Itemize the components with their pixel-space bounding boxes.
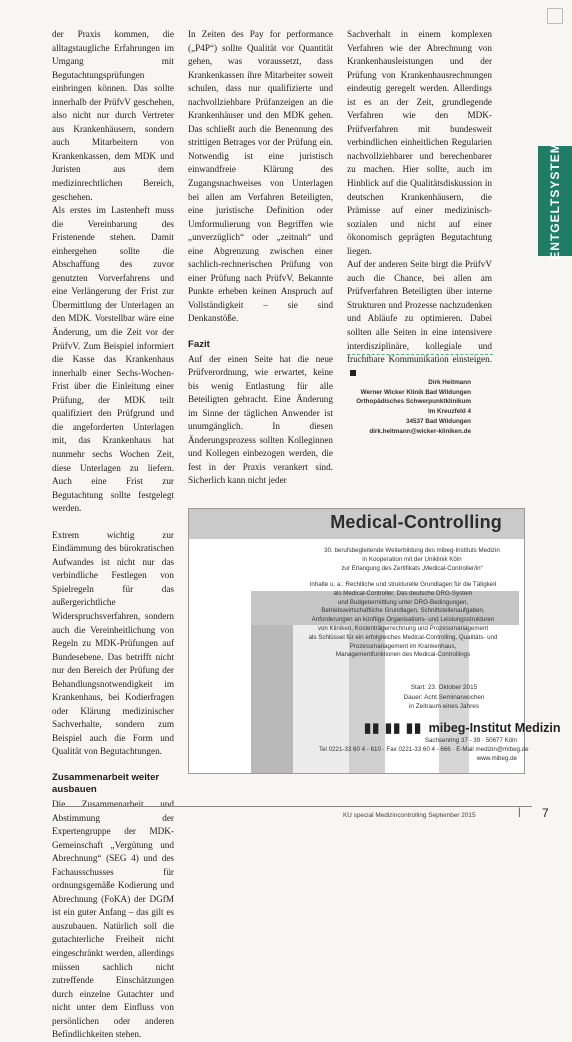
paragraph: Als erstes im Lastenheft muss die Vereinbarung des Fristenende stehen. Damit einhergehen sollte die Abschaffung des zuvor genutzten Vorverfahrens und eine Verlängerung der Frist zur Übermittlung der Unterlagen an den MDK. Vorstellbar wäre eine Änderung, um die Zeit vor der PrüfvV. Zum Beispiel informiert die Kasse das Krankenhaus innerhalb einer Sechs-Wochen-Frist über die Einleitung einer Prüfung, der MDK teilt qualifiziert den Prüfgrund und die angeforderten Unterlagen mit, das Krankenhaus hat nunmehr sechs Wochen Zeit, diese Unterlagen zu liefern. Auch eine Frist zur Begutachtung sollte festgelegt werden.: [52, 205, 174, 514]
ad-topic-line: Betriebswirtschaftliche Grundlagen, Schnittstellenaufgaben,: [321, 607, 485, 615]
ad-event-info: [374, 683, 514, 712]
author-affiliation: Orthopädisches Schwerpunktklinikum: [356, 398, 471, 406]
ad-duration: Dauer: Acht Seminarwochen: [403, 693, 485, 701]
footer-publication: KU special Medizincontrolling September 2015: [343, 812, 476, 819]
mibeg-logo: [364, 719, 561, 737]
ad-title: Medical-Controlling: [330, 512, 502, 532]
ad-website[interactable]: www.mibeg.de: [476, 754, 517, 762]
corner-crop-mark: [547, 8, 563, 24]
section-heading: Zusammenarbeit weiter ausbauen: [52, 771, 160, 796]
ad-subtitle-line: in Kooperation mit der Uniklinik Köln: [362, 556, 462, 563]
ad-topic-line: als Medical-Controller, Das deutsche DRG-System: [333, 589, 473, 597]
ad-start-date: Start: 23. Oktober 2015: [410, 684, 478, 691]
footer-rule: [52, 806, 532, 807]
paragraph-text: Auf der anderen Seite birgt die PrüfvV auch die Chance, bei allen am Prüfverfahren Beteiligten über interne Strukturen und Prozesse nachzudenken und Abläufe zu optimieren. Dabei sollten alle Seiten in eine intensivere interdisziplinäre, kollegiale und fruchtbare Kommunikation einsteigen.: [347, 259, 492, 365]
ad-contact: [319, 737, 529, 763]
author-affiliation: Werner Wicker Klinik Bad Wildungen: [360, 388, 471, 396]
paragraph: Sachverhalt in einem komplexen Verfahren wie der Abrechnung von Krankenhausleistungen und der Prüfung von Krankenhausrechnungen eindeutig geregelt werden. Allerdings ist es an der Zeit, grundlegende Verfahren wie den MDK-Prüfverfahren mit bundesweit verbindlichen einheitlichen Regularien nachvollziehbarer und berechenbarer zu machen. Hier sollte, auch im Hinblick auf die Qualitätsdiskussion in deutschen Krankenhäusern, die Prämisse auf einer medizinisch-sozialen und nicht auf einer ökonomisch geprägten Begutachtung liegen.: [347, 29, 492, 256]
ad-subtitle-line: zur Erlangung des Zertifikats „Medical-Controller/in“: [341, 565, 483, 572]
author-info: [347, 378, 471, 436]
ad-address: Sachsenring 37 - 39 · 50677 Köln: [424, 737, 517, 744]
ad-topic-line: als Schlüssel für ein erfolgreiches Medical-Controlling, Qualitäts- und: [308, 633, 498, 641]
advertisement-medical-controlling: [188, 508, 561, 774]
paragraph: Extrem wichtig zur Eindämmung des bürokratischen Aufwandes ist nicht nur das verbindliche Festlegen von Spielregeln für das außergerichtliche Widerspruchsverfahren, sondern auch die Vereinheitlichung von Regeln zu MDK-Prüfungen auf Bundesebene. Das betrifft nicht nur den Bereich der Prüfung der Behandlungsnotwendigkeit im Krankenhaus, bei Kodierfragen oder Klärung medizinischer Sachverhalte, sondern zum Beispiel auch die Form und Qualität von Begutachtungen.: [52, 529, 174, 757]
mibeg-logo-icon: ▮▮ ▮▮ ▮▮: [364, 720, 423, 735]
section-tab: [538, 142, 572, 260]
author-city: 34537 Bad Wildungen: [405, 417, 471, 425]
ad-subtitle-line: 30. berufsbegleitende Weiterbildung des mibeg-Instituts Medizin: [324, 547, 500, 554]
ad-topic-line: Managementfunktionen des Medical-Controllings: [335, 651, 471, 659]
paragraph: [347, 258, 492, 380]
ad-topic-line: von Kliniken, Kostenträgerrechnung und Prozessmanagement: [317, 624, 489, 632]
section-tab-label: ENTGELTSYSTEM: [548, 142, 562, 260]
paragraph: In Zeiten des Pay for performance („P4P“) sollte Qualität vor Quantität gehen, was voraussetzt, dass Krankenkassen ihre Mitarbeiter soweit schulen, dass nur qualifizierte und nachvollziehbare Prüfanzeigen an die Krankenhäuser und den MDK gehen. Das schließt auch die Benennung des strittigen Betrages vor der Prüfung ein. Notwendig ist eine juristisch einwandfreie Klärung des Zugangsnachweises von Unterlagen bei allen am Verfahren Beteiligten, eine juristische Definition oder Umformulierung von Begriffen wie „unverzüglich“ oder „zeitnah“ und eine Abgrenzung zwischen einer sachlich-rechnerischen Prüfung von einer Prüfung nach PrüfvV. Bekannte Punkte erheben keinen Anspruch auf Vollständigkeit – sie sind Denkanstöße.: [188, 29, 333, 324]
ad-header-bar: [189, 509, 524, 539]
paragraph: Auf der einen Seite hat die neue Prüfverordnung, wie erwartet, keine bis wenig Entlastung für alle Beteiligten gebracht. Eine Änderung im Sinne der täglichen Anwender ist unumgänglich. In diesen Änderungsprozess sollten Kolleginnen und Kollegen einbezogen werden, die fest in der Praxis verankert sind. Sicherlich kann nicht jeder: [188, 353, 333, 486]
text-column-middle: [188, 28, 333, 488]
paragraph: Die Zusammenarbeit und Abstimmung der Expertengruppe der MDK-Gemeinschaft „Vergütung und Abrechnung“ (SEG 4) und des Fachausschusses für ordnungsgemäße Kodierung und Abrechnung (FoKA) der DGfM ist ein guter Anfang – das gilt es auszubauen. Natürlich soll die gutachterliche Freiheit nicht eingeschränkt werden, allerdings müssen sachlich nicht zutreffende Einschätzungen durch einzelne Gutachter und nicht unter dem Einfluss von persönlichen oder anderen Befindlichkeiten stehen.: [52, 798, 174, 1040]
ad-topic-line: und Budgetermittlung unter DRG-Bedingungen,: [337, 598, 469, 606]
ad-duration-span: in Zeitraum eines Jahres: [409, 703, 479, 710]
ad-topic-line: Prozessmanagement im Krankenhaus,: [349, 642, 457, 650]
mibeg-logo-name: mibeg-Institut Medizin: [428, 721, 561, 735]
page-number: 7: [542, 806, 549, 820]
ad-topic-line: Inhalte u. a.: Rechtliche und strukturelle Grundlagen für die Tätigkeit: [309, 581, 497, 588]
ad-topic-line: Anforderungen an künftige Organisations- und Leistungsstrukturen: [311, 616, 495, 624]
author-email[interactable]: dirk.heitmann@wicker-kliniken.de: [369, 427, 471, 435]
ad-topics: [287, 581, 519, 660]
author-name: Dirk Heitmann: [428, 379, 471, 386]
end-of-article-square-icon: [350, 370, 356, 376]
text-column-right: [347, 28, 492, 380]
ad-phone-email: Tel 0221-33 60 4 - 610 · Fax 0221-33 60 4 - 666 · E-Mail medizin@mibeg.de: [319, 745, 529, 753]
text-column-left: [52, 28, 174, 1042]
footer-separator: |: [518, 807, 521, 818]
ad-subtitle: [307, 546, 517, 573]
section-heading: Fazit: [188, 339, 210, 351]
author-street: Im Kreuzfeld 4: [427, 408, 471, 416]
paragraph: der Praxis kommen, die alltagstaugliche Erfahrungen im Umgang mit Begutachtungsprüfungen einbringen können. Das sollte innerhalb der PrüfvV geschehen, also nicht nur durch Vertreter aus Krankenhäusern, sondern auch Mitarbeitern von Krankenkassen, dem MDK und Juristen aus dem medizinrechtlichen Bereich, geschehen.: [52, 29, 174, 202]
author-divider: [347, 354, 493, 355]
